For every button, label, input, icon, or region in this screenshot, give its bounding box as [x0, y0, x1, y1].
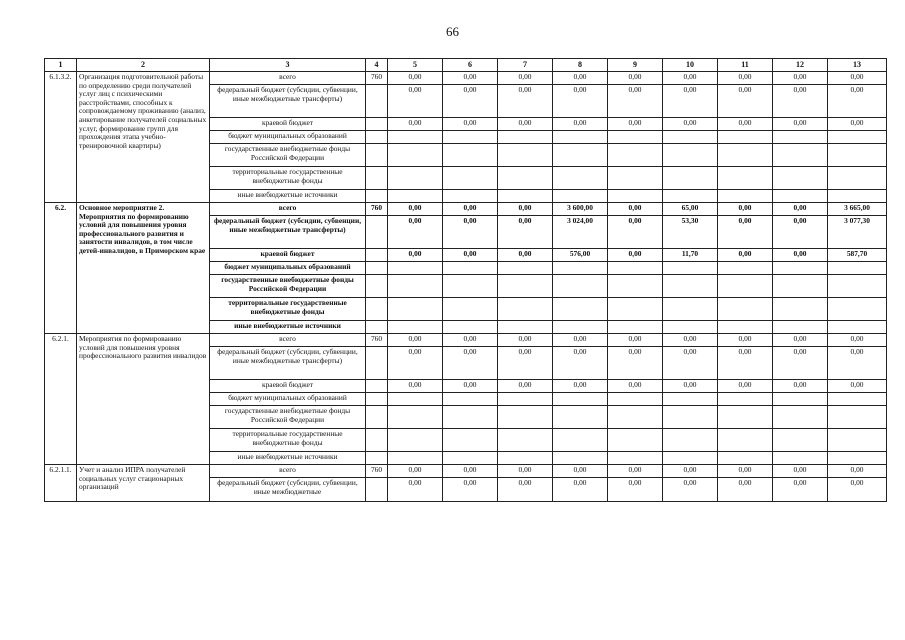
- value-cell: [608, 298, 663, 321]
- value-cell: 0,00: [553, 478, 608, 502]
- column-number-8: 8: [553, 59, 608, 72]
- value-cell: [773, 144, 828, 167]
- value-cell: [828, 321, 887, 334]
- value-cell: [443, 144, 498, 167]
- budget-code: [366, 347, 388, 380]
- value-cell: [553, 262, 608, 275]
- value-cell: [718, 167, 773, 190]
- column-number-11: 11: [718, 59, 773, 72]
- value-cell: [443, 275, 498, 298]
- budget-code: [366, 321, 388, 334]
- value-cell: 0,00: [608, 465, 663, 478]
- value-cell: [553, 190, 608, 203]
- value-cell: 0,00: [718, 478, 773, 502]
- value-cell: [773, 406, 828, 429]
- value-cell: 0,00: [388, 72, 443, 85]
- value-cell: [388, 429, 443, 452]
- funding-source: краевой бюджет: [210, 118, 366, 131]
- table-row: [45, 72, 887, 85]
- funding-source: бюджет муниципальных образований: [210, 262, 366, 275]
- value-cell: [718, 393, 773, 406]
- value-cell: 0,00: [828, 72, 887, 85]
- funding-source: федеральный бюджет (субсидии, субвенции, иные межбюджетные трансферты): [210, 216, 366, 249]
- value-cell: 0,00: [718, 249, 773, 262]
- budget-code: 760: [366, 465, 388, 478]
- value-cell: [498, 190, 553, 203]
- funding-source: федеральный бюджет (субсидии, субвенции, иные межбюджетные трансферты): [210, 85, 366, 118]
- value-cell: 65,00: [663, 203, 718, 216]
- value-cell: [663, 393, 718, 406]
- column-number-13: 13: [828, 59, 887, 72]
- value-cell: 0,00: [663, 118, 718, 131]
- value-cell: 0,00: [498, 72, 553, 85]
- value-cell: [498, 406, 553, 429]
- item-code: 6.2.: [45, 203, 77, 334]
- value-cell: [663, 298, 718, 321]
- value-cell: [718, 321, 773, 334]
- value-cell: 576,00: [553, 249, 608, 262]
- value-cell: [498, 429, 553, 452]
- value-cell: [553, 167, 608, 190]
- budget-code: [366, 298, 388, 321]
- value-cell: 3 665,00: [828, 203, 887, 216]
- value-cell: 0,00: [498, 347, 553, 380]
- value-cell: [663, 262, 718, 275]
- value-cell: 0,00: [773, 72, 828, 85]
- value-cell: [553, 406, 608, 429]
- value-cell: [388, 393, 443, 406]
- value-cell: [608, 131, 663, 144]
- value-cell: [388, 262, 443, 275]
- value-cell: [553, 452, 608, 465]
- value-cell: 0,00: [443, 85, 498, 118]
- funding-source: государственные внебюджетные фонды Российской Федерации: [210, 406, 366, 429]
- value-cell: 0,00: [443, 380, 498, 393]
- item-name: Мероприятия по формированию условий для повышения уровня профессионального развития инвалидов: [77, 334, 210, 465]
- budget-code: [366, 429, 388, 452]
- funding-source: территориальные государственные внебюджетные фонды: [210, 298, 366, 321]
- value-cell: 0,00: [608, 85, 663, 118]
- value-cell: [388, 298, 443, 321]
- value-cell: [828, 131, 887, 144]
- value-cell: 0,00: [443, 347, 498, 380]
- value-cell: [718, 144, 773, 167]
- value-cell: 0,00: [388, 380, 443, 393]
- value-cell: 0,00: [773, 334, 828, 347]
- table-body: [45, 72, 887, 502]
- value-cell: [498, 452, 553, 465]
- funding-source: иные внебюджетные источники: [210, 190, 366, 203]
- value-cell: 0,00: [553, 72, 608, 85]
- value-cell: [718, 406, 773, 429]
- value-cell: 0,00: [773, 85, 828, 118]
- value-cell: [718, 190, 773, 203]
- value-cell: [553, 321, 608, 334]
- value-cell: 0,00: [553, 118, 608, 131]
- column-number-4: 4: [366, 59, 388, 72]
- value-cell: [828, 190, 887, 203]
- value-cell: [553, 131, 608, 144]
- funding-source: бюджет муниципальных образований: [210, 131, 366, 144]
- value-cell: [773, 393, 828, 406]
- value-cell: [608, 321, 663, 334]
- column-number-1: 1: [45, 59, 77, 72]
- column-number-7: 7: [498, 59, 553, 72]
- budget-code: [366, 190, 388, 203]
- value-cell: 0,00: [498, 216, 553, 249]
- value-cell: [663, 429, 718, 452]
- column-number-5: 5: [388, 59, 443, 72]
- page-number: 66: [446, 24, 459, 39]
- value-cell: [663, 321, 718, 334]
- item-name: Основное мероприятие 2. Мероприятия по формированию условий для повышения уровня профессионального развития и занятости инвалидов, в том числе детей-инвалидов, в Приморском крае: [77, 203, 210, 334]
- budget-code: [366, 85, 388, 118]
- value-cell: [828, 452, 887, 465]
- budget-code: [366, 275, 388, 298]
- funding-source: краевой бюджет: [210, 380, 366, 393]
- value-cell: [773, 275, 828, 298]
- funding-source: территориальные государственные внебюджетные фонды: [210, 167, 366, 190]
- value-cell: 0,00: [388, 465, 443, 478]
- value-cell: [498, 144, 553, 167]
- value-cell: [828, 167, 887, 190]
- value-cell: 0,00: [443, 216, 498, 249]
- funding-source: федеральный бюджет (субсидии, субвенции, иные межбюджетные: [210, 478, 366, 502]
- value-cell: [553, 393, 608, 406]
- value-cell: 0,00: [443, 478, 498, 502]
- value-cell: 0,00: [663, 85, 718, 118]
- funding-source: краевой бюджет: [210, 249, 366, 262]
- value-cell: [388, 144, 443, 167]
- budget-code: [366, 118, 388, 131]
- value-cell: 0,00: [498, 249, 553, 262]
- value-cell: 0,00: [718, 72, 773, 85]
- column-number-row: [45, 59, 887, 72]
- column-number-3: 3: [210, 59, 366, 72]
- table-row: [45, 334, 887, 347]
- budget-table: [44, 58, 887, 502]
- budget-code: [366, 131, 388, 144]
- value-cell: 0,00: [718, 465, 773, 478]
- funding-source: государственные внебюджетные фонды Российской Федерации: [210, 275, 366, 298]
- funding-source: всего: [210, 72, 366, 85]
- value-cell: 0,00: [553, 347, 608, 380]
- value-cell: [773, 262, 828, 275]
- funding-source: территориальные государственные внебюджетные фонды: [210, 429, 366, 452]
- value-cell: 0,00: [388, 478, 443, 502]
- value-cell: 0,00: [388, 216, 443, 249]
- value-cell: 0,00: [718, 380, 773, 393]
- value-cell: [718, 131, 773, 144]
- funding-source: всего: [210, 465, 366, 478]
- value-cell: 0,00: [443, 334, 498, 347]
- value-cell: 0,00: [443, 72, 498, 85]
- value-cell: [663, 190, 718, 203]
- value-cell: 0,00: [663, 465, 718, 478]
- funding-source: всего: [210, 334, 366, 347]
- value-cell: [498, 167, 553, 190]
- budget-code: [366, 478, 388, 502]
- column-number-12: 12: [773, 59, 828, 72]
- value-cell: [663, 167, 718, 190]
- funding-source: государственные внебюджетные фонды Российской Федерации: [210, 144, 366, 167]
- value-cell: [388, 452, 443, 465]
- value-cell: 0,00: [498, 380, 553, 393]
- value-cell: [443, 167, 498, 190]
- value-cell: 0,00: [443, 203, 498, 216]
- column-number-9: 9: [608, 59, 663, 72]
- value-cell: 0,00: [498, 85, 553, 118]
- budget-code: [366, 216, 388, 249]
- column-number-2: 2: [77, 59, 210, 72]
- value-cell: 0,00: [773, 203, 828, 216]
- value-cell: [828, 144, 887, 167]
- value-cell: [388, 321, 443, 334]
- value-cell: 0,00: [718, 85, 773, 118]
- value-cell: 0,00: [553, 465, 608, 478]
- value-cell: [773, 429, 828, 452]
- table-row: [45, 465, 887, 478]
- item-name: Организация подготовительной работы по определению среди получателей услуг лиц с психическими расстройствами, способных к сопровождаемому проживанию (анализ, анкетирование получателей социальных услуг, формирование групп для прохождения этапа учебно-тренировочной квартиры): [77, 72, 210, 203]
- value-cell: 3 024,00: [553, 216, 608, 249]
- value-cell: [773, 452, 828, 465]
- value-cell: 0,00: [608, 478, 663, 502]
- value-cell: [773, 298, 828, 321]
- value-cell: 0,00: [718, 347, 773, 380]
- value-cell: [553, 275, 608, 298]
- value-cell: [443, 393, 498, 406]
- value-cell: 0,00: [608, 249, 663, 262]
- funding-source: федеральный бюджет (субсидии, субвенции, иные межбюджетные трансферты): [210, 347, 366, 380]
- value-cell: [443, 262, 498, 275]
- value-cell: 0,00: [498, 478, 553, 502]
- value-cell: [828, 393, 887, 406]
- value-cell: 0,00: [443, 465, 498, 478]
- budget-code: [366, 406, 388, 429]
- value-cell: 0,00: [663, 347, 718, 380]
- value-cell: [608, 262, 663, 275]
- budget-code: [366, 167, 388, 190]
- value-cell: 53,30: [663, 216, 718, 249]
- column-number-6: 6: [443, 59, 498, 72]
- value-cell: [773, 190, 828, 203]
- value-cell: 0,00: [773, 118, 828, 131]
- value-cell: [498, 393, 553, 406]
- value-cell: 0,00: [608, 72, 663, 85]
- value-cell: 0,00: [608, 334, 663, 347]
- value-cell: [718, 429, 773, 452]
- value-cell: 11,70: [663, 249, 718, 262]
- value-cell: 0,00: [773, 249, 828, 262]
- value-cell: 0,00: [388, 334, 443, 347]
- value-cell: 0,00: [608, 216, 663, 249]
- item-name: Учет и анализ ИПРА получателей социальных услуг стационарных организаций: [77, 465, 210, 502]
- value-cell: [498, 131, 553, 144]
- value-cell: 0,00: [608, 203, 663, 216]
- value-cell: [608, 167, 663, 190]
- budget-code: 760: [366, 334, 388, 347]
- value-cell: [718, 298, 773, 321]
- value-cell: 0,00: [388, 203, 443, 216]
- value-cell: 0,00: [773, 347, 828, 380]
- budget-code: [366, 144, 388, 167]
- value-cell: [388, 275, 443, 298]
- item-code: 6.2.1.1.: [45, 465, 77, 502]
- value-cell: 0,00: [828, 465, 887, 478]
- value-cell: 0,00: [388, 85, 443, 118]
- funding-source: иные внебюджетные источники: [210, 452, 366, 465]
- value-cell: [608, 393, 663, 406]
- budget-code: [366, 380, 388, 393]
- value-cell: 0,00: [443, 118, 498, 131]
- value-cell: 587,70: [828, 249, 887, 262]
- value-cell: [388, 167, 443, 190]
- value-cell: 0,00: [718, 216, 773, 249]
- value-cell: 0,00: [498, 465, 553, 478]
- value-cell: 0,00: [553, 334, 608, 347]
- value-cell: 0,00: [388, 118, 443, 131]
- funding-source: бюджет муниципальных образований: [210, 393, 366, 406]
- value-cell: 0,00: [388, 347, 443, 380]
- value-cell: [828, 275, 887, 298]
- value-cell: [773, 131, 828, 144]
- value-cell: 3 600,00: [553, 203, 608, 216]
- value-cell: 3 077,30: [828, 216, 887, 249]
- value-cell: 0,00: [718, 203, 773, 216]
- value-cell: 0,00: [773, 478, 828, 502]
- value-cell: [663, 452, 718, 465]
- budget-code: 760: [366, 203, 388, 216]
- item-code: 6.1.3.2.: [45, 72, 77, 203]
- value-cell: [718, 275, 773, 298]
- value-cell: 0,00: [553, 85, 608, 118]
- value-cell: 0,00: [718, 118, 773, 131]
- value-cell: 0,00: [663, 334, 718, 347]
- value-cell: [608, 190, 663, 203]
- value-cell: [443, 452, 498, 465]
- value-cell: 0,00: [608, 118, 663, 131]
- value-cell: [718, 262, 773, 275]
- value-cell: [443, 190, 498, 203]
- value-cell: 0,00: [773, 465, 828, 478]
- value-cell: 0,00: [773, 380, 828, 393]
- value-cell: [498, 298, 553, 321]
- value-cell: 0,00: [828, 380, 887, 393]
- value-cell: [663, 131, 718, 144]
- value-cell: 0,00: [663, 478, 718, 502]
- column-number-10: 10: [663, 59, 718, 72]
- value-cell: 0,00: [498, 334, 553, 347]
- value-cell: [773, 321, 828, 334]
- funding-source: иные внебюджетные источники: [210, 321, 366, 334]
- budget-code: [366, 393, 388, 406]
- value-cell: 0,00: [828, 118, 887, 131]
- value-cell: 0,00: [663, 380, 718, 393]
- value-cell: [608, 275, 663, 298]
- value-cell: [443, 429, 498, 452]
- value-cell: 0,00: [828, 334, 887, 347]
- value-cell: [498, 321, 553, 334]
- value-cell: [443, 406, 498, 429]
- value-cell: 0,00: [498, 203, 553, 216]
- value-cell: [828, 298, 887, 321]
- value-cell: 0,00: [608, 380, 663, 393]
- value-cell: [608, 452, 663, 465]
- value-cell: [388, 406, 443, 429]
- value-cell: [498, 262, 553, 275]
- value-cell: 0,00: [828, 85, 887, 118]
- value-cell: [443, 298, 498, 321]
- value-cell: [663, 275, 718, 298]
- value-cell: [828, 406, 887, 429]
- budget-code: 760: [366, 72, 388, 85]
- value-cell: [608, 144, 663, 167]
- value-cell: [498, 275, 553, 298]
- budget-code: [366, 249, 388, 262]
- item-code: 6.2.1.: [45, 334, 77, 465]
- table-row: [45, 203, 887, 216]
- value-cell: [388, 131, 443, 144]
- budget-code: [366, 262, 388, 275]
- funding-source: всего: [210, 203, 366, 216]
- value-cell: [773, 167, 828, 190]
- value-cell: [553, 144, 608, 167]
- value-cell: [443, 131, 498, 144]
- value-cell: [443, 321, 498, 334]
- value-cell: [663, 144, 718, 167]
- value-cell: 0,00: [608, 347, 663, 380]
- value-cell: 0,00: [828, 478, 887, 502]
- value-cell: [828, 262, 887, 275]
- value-cell: [608, 429, 663, 452]
- value-cell: 0,00: [718, 334, 773, 347]
- value-cell: [663, 406, 718, 429]
- value-cell: [553, 298, 608, 321]
- value-cell: [828, 429, 887, 452]
- value-cell: 0,00: [828, 347, 887, 380]
- value-cell: 0,00: [663, 72, 718, 85]
- value-cell: [718, 452, 773, 465]
- value-cell: 0,00: [388, 249, 443, 262]
- value-cell: [388, 190, 443, 203]
- value-cell: 0,00: [443, 249, 498, 262]
- value-cell: 0,00: [773, 216, 828, 249]
- value-cell: 0,00: [553, 380, 608, 393]
- budget-code: [366, 452, 388, 465]
- value-cell: [553, 429, 608, 452]
- value-cell: 0,00: [498, 118, 553, 131]
- value-cell: [608, 406, 663, 429]
